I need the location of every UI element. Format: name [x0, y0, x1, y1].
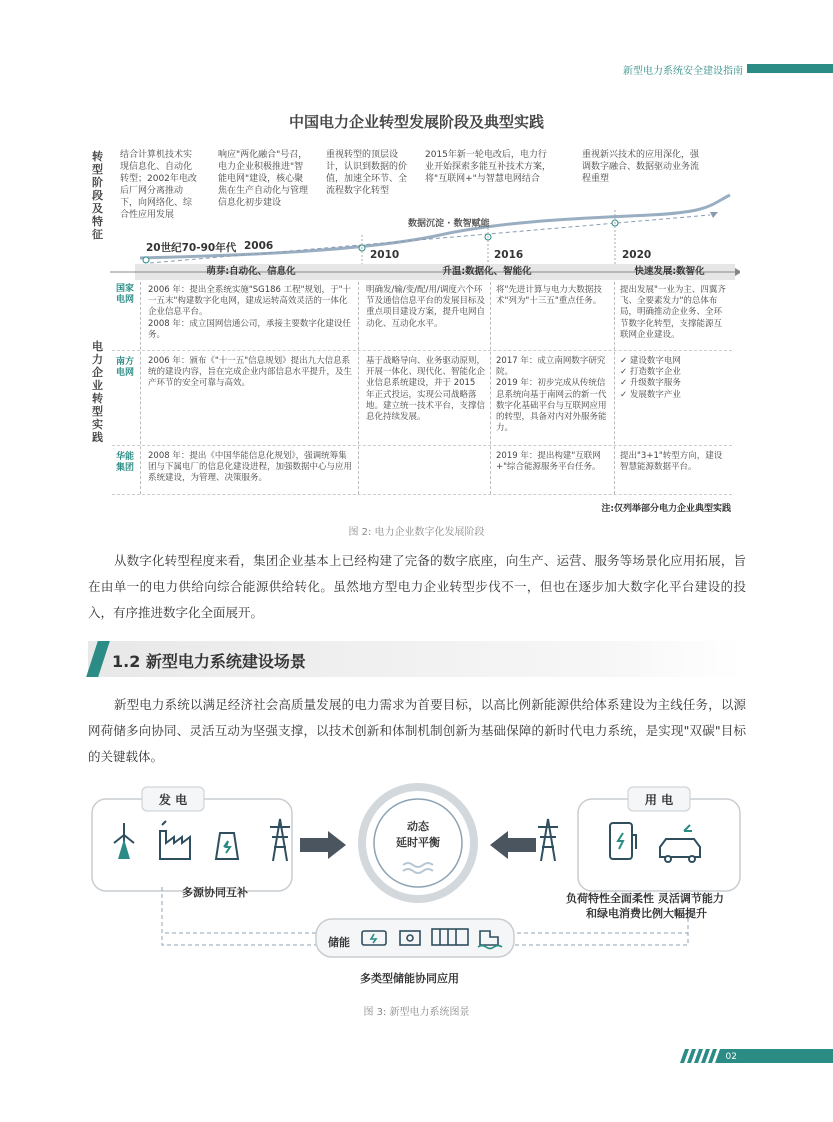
figure2-title: 中国电力企业转型发展阶段及典型实践	[288, 113, 544, 131]
storage-label: 储能	[328, 936, 350, 949]
cell-csg-1: 2006 年：颁布《"十一五"信息规划》提出九大信息系统的建设内容，旨在完成企业内部信息水平提升，及生产环节的安全可靠与高效。	[148, 356, 353, 389]
generation-caption: 多源协同互补	[182, 886, 248, 899]
cell-csg-2: 基于战略导向、业务驱动原则，开展一体化、现代化、智能化企业信息系统建设，并于 2015 年正式投运，实现公司战略落地。建立统一技术平台，支撑信息化持续发展。	[366, 356, 486, 423]
check-item: ✓ 打造数字企业	[620, 367, 681, 378]
cell-sgcc-4: 提出发展"一业为主、四翼齐飞、全要素发力"的总体布局，明确推动企业务、全环节数字化转型，支撑能源互联网企业建设。	[620, 285, 726, 340]
factory-icon	[160, 821, 190, 859]
balance-label-1: 动态	[407, 820, 429, 833]
period-2: 升温:数据化、智能化	[442, 266, 532, 277]
transmission-tower-icon-2	[538, 819, 558, 861]
cell-sgcc-2: 明确发/输/变/配/用/调度六个环节及通信信息平台的发展目标及重点项目建设方案，提升电网自动化、互动化水平。	[366, 285, 486, 329]
arrow-right-icon	[300, 831, 346, 859]
wind-turbine-icon	[114, 823, 134, 859]
year-label-2: 2006	[244, 240, 274, 252]
cell-hn-4: 提出"3+1"转型方向，建设智慧能源数据平台。	[620, 451, 723, 473]
figure2-caption: 图 2: 电力企业数字化发展阶段	[348, 527, 485, 538]
cell-sgcc-1: 2006 年：提出全系统实施"SG186 工程"规划，于"十一五末"构建数字化电网，建成运转高效灵活的一体化企业信息平台。 2008 年：成立国网信通公司，承接主要数字化建设任务。	[148, 285, 351, 340]
grid-row-divider	[112, 350, 732, 351]
header-accent-bar	[747, 64, 833, 73]
transmission-tower-icon	[270, 819, 290, 861]
consumption-caption-1: 负荷特性全面柔性 灵活调节能力	[566, 892, 724, 905]
org-huaneng: 华能集团	[115, 452, 134, 473]
charging-station-icon	[610, 823, 636, 859]
period-3: 快速发展:数智化	[634, 266, 705, 277]
grid-divider	[358, 282, 359, 494]
stage-label: 转型阶段及特征	[92, 150, 103, 241]
balance-label-2: 延时平衡	[396, 836, 440, 849]
year-label-1: 20世纪70-90年代	[146, 242, 237, 254]
grid-row-divider	[112, 494, 732, 495]
stage-text-5: 重视新兴技术的应用深化，强调数字融合、数据驱动业务流程重塑	[582, 150, 700, 184]
footer-bar	[680, 1049, 833, 1063]
stage-text-4: 2015年新一轮电改后，电力行业开始探索多能互补技术方案，将"互联网+"与智慧电网结合	[425, 150, 552, 184]
stage-text-1: 结合计算机技术实现信息化、自动化转型；2002年电改后厂网分离推动下，向网络化、综合性应用发展	[120, 150, 197, 220]
grid-row-divider	[112, 445, 732, 446]
cell-hn-3: 2019 年：提出构建"互联网+"综合能源服务平台任务。	[496, 451, 601, 473]
generation-box	[92, 799, 292, 891]
electric-car-icon	[660, 825, 700, 862]
cell-csg-3: 2017 年：成立南网数字研究院。 2019 年：初步完成从传统信息系统向基于南网云的新一代数字化基础平台与互联网应用的转型，具备对内对外服务能力。	[496, 356, 607, 434]
year-label-4: 2016	[494, 249, 524, 261]
year-label-3: 2010	[370, 249, 400, 261]
stage-text-3: 重视转型的顶层设计，认识到数据的价值，加速全环节、全流程数字化转型	[326, 150, 408, 196]
consumption-box	[578, 799, 740, 891]
practice-label: 电力企业转型实践	[92, 340, 103, 444]
check-item: ✓ 建设数字电网	[620, 356, 681, 366]
generation-badge-label: 发 电	[158, 793, 188, 807]
period-1: 萌芽:自动化、信息化	[206, 266, 296, 277]
org-southern-grid: 南方电网	[115, 357, 134, 378]
section-heading: 1.2 新型电力系统建设场景	[112, 652, 306, 671]
storage-caption: 多类型储能协同应用	[360, 972, 459, 985]
arrow-left-icon	[490, 831, 536, 859]
figure3-caption: 图 3: 新型电力系统图景	[363, 1007, 470, 1018]
paragraph-2: 新型电力系统以满足经济社会高质量发展的电力需求为首要目标，以高比例新能源供给体系建设为主线任务，以源网荷储多向协同、灵活互动为坚强支撑，以技术创新和体制机制创新为基础保障的新时代电力系统，是实现"双碳"目标的关键载体。	[88, 697, 746, 764]
running-header: 新型电力系统安全建设指南	[623, 66, 743, 77]
figure2-note: 注:仅列举部分电力企业典型实践	[601, 504, 731, 514]
stage-text-2: 响应"两化融合"号召，电力企业积极推进"智能电网"建设，核心聚焦在生产自动化与管理信息化初步建设	[218, 150, 309, 208]
page-number: 02	[725, 1052, 737, 1062]
trend-arrow	[710, 212, 718, 218]
cell-sgcc-3: 将"先进计算与电力大数据技术"列为"十三五"重点任务。	[496, 285, 602, 307]
year-label-5: 2020	[622, 249, 652, 261]
grid-divider	[614, 282, 615, 494]
curve-label: 数据沉淀 · 数智赋能	[408, 219, 490, 229]
consumption-badge-label: 用 电	[644, 793, 674, 807]
check-item: ✓ 发展数字产业	[620, 389, 681, 400]
consumption-caption-2: 和绿电消费比例大幅提升	[586, 907, 707, 920]
grid-divider	[140, 282, 141, 494]
cell-hn-1: 2008 年：提出《中国华能信息化规划》，强调统筹集团与下属电厂的信息化建设进程，加强数据中心与应用系统建设，为管理、决策服务。	[148, 451, 353, 484]
nuclear-plant-icon	[216, 833, 238, 859]
cell-csg-4-list	[620, 356, 730, 401]
paragraph-1: 从数字化转型程度来看，集团企业基本上已经构建了完备的数字底座，向生产、运营、服务等场景化应用拓展，旨在由单一的电力供给向综合能源供给转化。虽然地方型电力企业转型步伐不一，但也在逐步加大数字化平台建设的投入，有序推进数字化全面展开。	[88, 553, 746, 620]
grid-divider	[490, 282, 491, 494]
check-item: ✓ 升级数字服务	[620, 378, 681, 389]
org-state-grid: 国家电网	[115, 284, 134, 305]
